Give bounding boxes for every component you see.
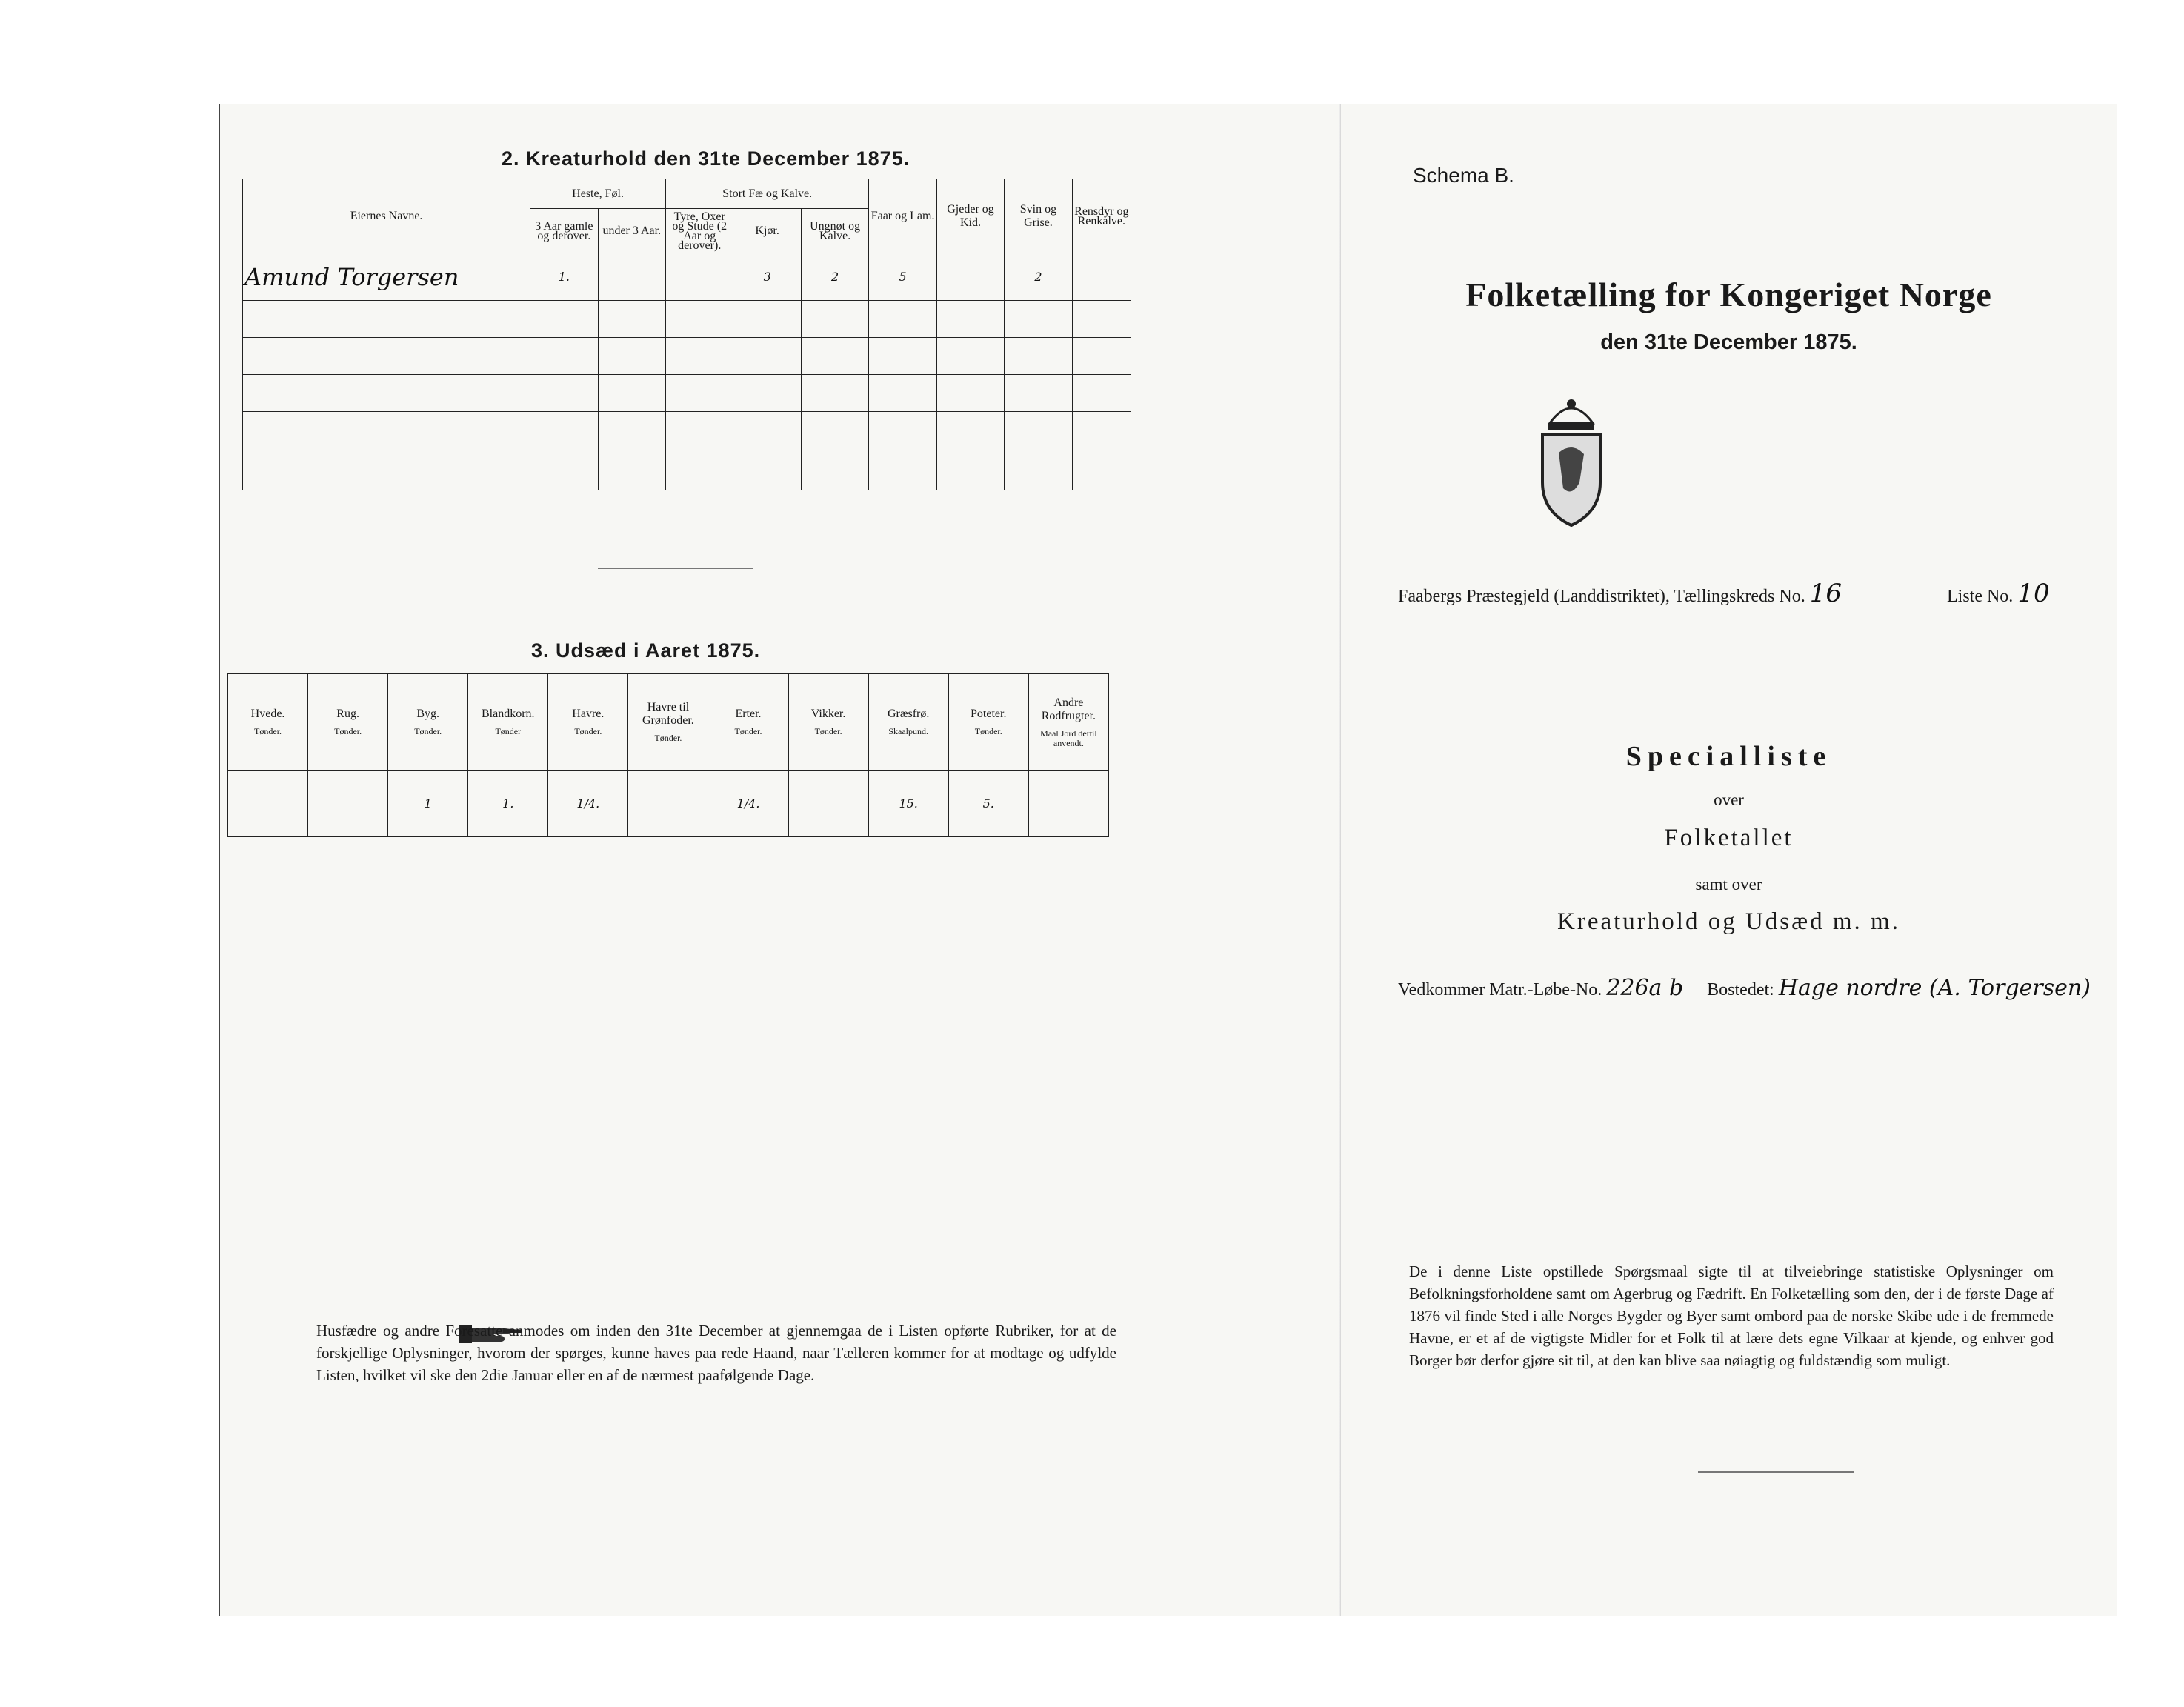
seed-col-unit: Tønder. [574, 726, 602, 736]
col-stort-header: Stort Fæ og Kalve. [666, 179, 869, 209]
left-page [220, 104, 1339, 1616]
divider-rule [1698, 1471, 1854, 1473]
heste-a-cell: 1. [530, 253, 598, 301]
livestock-table [242, 179, 1131, 490]
heste-b-cell [598, 253, 665, 301]
seed-col-name: Græsfrø. [887, 708, 930, 720]
gjeder-cell [936, 253, 1004, 301]
section3-title: 3. Udsæd i Aaret 1875. [531, 639, 761, 662]
seed-col-header [388, 674, 468, 771]
seed-col-header [948, 674, 1028, 771]
seed-col-header [628, 674, 708, 771]
col-stort-c: Ungnøt og Kalve. [801, 209, 868, 253]
schema-label: Schema B. [1413, 164, 1514, 187]
census-sheet [219, 104, 2117, 1616]
seed-col-unit: Skaalpund. [888, 726, 928, 736]
col-heste-b: under 3 Aar. [598, 209, 665, 253]
seed-col-name: Vikker. [810, 708, 846, 720]
svin-cell: 2 [1005, 253, 1072, 301]
liste-label: Liste No. [1946, 587, 2014, 606]
seed-value-cell: 5. [948, 771, 1028, 837]
col-heste-header: Heste, Føl. [530, 179, 666, 209]
seed-col-header [468, 674, 548, 771]
seed-col-name: Hvede. [250, 708, 285, 720]
seed-col-name: Andre Rodfrugter. [1041, 696, 1096, 722]
seed-col-unit: Tønder [495, 726, 522, 736]
info-paragraph: De i denne Liste opstillede Spørgsmaal sigte til at tilveiebringe statistiske Oplysninger om Befolkningsforholdene samt om Agerbrug og Fædrift. En Folketælling som den, der i de første Dage af 1876 vil finde Sted i alle Norges Bygder og Byer samt ombord paa de norske Skibe ude i de fremmede Havne, er et af de vigtigste Midler for et Folk til at lære dets egne Vilkaar at kjende, og enhver god Borger bør derfor gjøre sit til, at den kan blive saa nøiagtig og fuldstændig som muligt. [1409, 1262, 2054, 1369]
seed-col-header [868, 674, 948, 771]
col-rensdyr-header: Rensdyr og Renkalve. [1072, 179, 1131, 253]
seed-col-name: Rug. [336, 708, 359, 720]
specialliste-title: Specialliste [1625, 741, 1832, 772]
seed-col-name: Erter. [735, 708, 762, 720]
notice-text: Husfædre og andre Foresatte anmodes om inden den 31te December at gjennemgaa de i Listen opførte Rubriker, for at de forskjellige Oplysninger, hvorom der spørges, kunne haves paa rede Haand, naar Tælleren kommer for at modtage og udfylde Listen, hvilket vil ske den 2die Januar eller en af de nærmest paafølgende Dage. [316, 1322, 1116, 1384]
seed-col-header [1028, 674, 1108, 771]
matr-line [1398, 975, 2091, 1001]
rensdyr-cell [1072, 253, 1131, 301]
kreaturhold-text: Kreaturhold og Udsæd m. m. [1557, 908, 1900, 935]
stort-a-cell [666, 253, 733, 301]
seed-value-cell [788, 771, 868, 837]
seed-col-name: Blandkorn. [482, 708, 535, 720]
seed-col-unit: Tønder. [654, 733, 682, 743]
seed-col-unit: Tønder. [254, 726, 282, 736]
bosted-label: Bostedet: [1707, 980, 1774, 999]
samt-over-text: samt over [1695, 875, 1762, 894]
col-gjeder-header: Gjeder og Kid. [936, 179, 1004, 253]
seed-col-name: Byg. [416, 708, 440, 720]
seed-col-header [228, 674, 308, 771]
matr-number: 226a b [1606, 975, 1684, 1001]
seed-col-name: Havre til Grønfoder. [642, 701, 694, 727]
seed-value-cell: 15. [868, 771, 948, 837]
seed-col-unit: Maal Jord dertil anvendt. [1040, 728, 1097, 748]
main-title: Folketælling for Kongeriget Norge [1465, 276, 1992, 313]
seed-col-header [308, 674, 388, 771]
folketallet-text: Folketallet [1664, 825, 1794, 851]
col-stort-a: Tyre, Oxer og Stude (2 Aar og derover). [666, 209, 733, 253]
col-heste-a: 3 Aar gamle og derover. [530, 209, 598, 253]
col-faar-header: Faar og Lam. [869, 179, 936, 253]
district-label: Faabergs Præstegjeld (Landdistriktet), Tællingskreds No. [1398, 587, 1805, 606]
table-row [243, 375, 1131, 412]
seed-value-cell: 1. [468, 771, 548, 837]
sub-title: den 31te December 1875. [1600, 330, 1857, 354]
seed-value-cell [1028, 771, 1108, 837]
seed-value-cell: 1 [388, 771, 468, 837]
seed-col-unit: Tønder. [734, 726, 762, 736]
divider-rule [598, 568, 753, 569]
seed-col-header [548, 674, 628, 771]
col-owner-header: Eiernes Navne. [243, 179, 530, 253]
coat-of-arms-icon [1528, 393, 1615, 527]
kjor-cell: 3 [733, 253, 801, 301]
table-row [243, 338, 1131, 375]
seed-col-unit: Tønder. [974, 726, 1002, 736]
district-line [1398, 579, 2050, 608]
table-row [243, 253, 1131, 301]
faar-cell: 5 [869, 253, 936, 301]
section2-title: 2. Kreaturhold den 31te December 1875. [502, 147, 910, 170]
seed-col-name: Poteter. [971, 708, 1007, 720]
over-text: over [1714, 791, 1744, 809]
seed-value-cell: 1/4. [548, 771, 628, 837]
seed-value-cell [628, 771, 708, 837]
seed-col-unit: Tønder. [814, 726, 842, 736]
table-row [243, 301, 1131, 338]
seed-col-header [708, 674, 788, 771]
seed-col-unit: Tønder. [334, 726, 362, 736]
seed-value-cell [228, 771, 308, 837]
col-stort-b: Kjør. [733, 209, 801, 253]
seed-value-cell [308, 771, 388, 837]
owner-name-cell: Amund Torgersen [243, 253, 530, 301]
matr-label: Vedkommer Matr.-Løbe-No. [1398, 980, 1602, 999]
ungnot-cell: 2 [801, 253, 868, 301]
seed-col-unit: Tønder. [414, 726, 442, 736]
district-number: 16 [1809, 579, 1842, 608]
liste-number: 10 [2017, 579, 2050, 608]
table-row [243, 412, 1131, 490]
seed-value-cell: 1/4. [708, 771, 788, 837]
bosted-value: Hage nordre (A. Torgersen) [1778, 975, 2091, 1001]
col-svin-header: Svin og Grise. [1005, 179, 1072, 253]
seed-col-header [788, 674, 868, 771]
seed-table [227, 673, 1109, 837]
seed-col-name: Havre. [572, 708, 605, 720]
